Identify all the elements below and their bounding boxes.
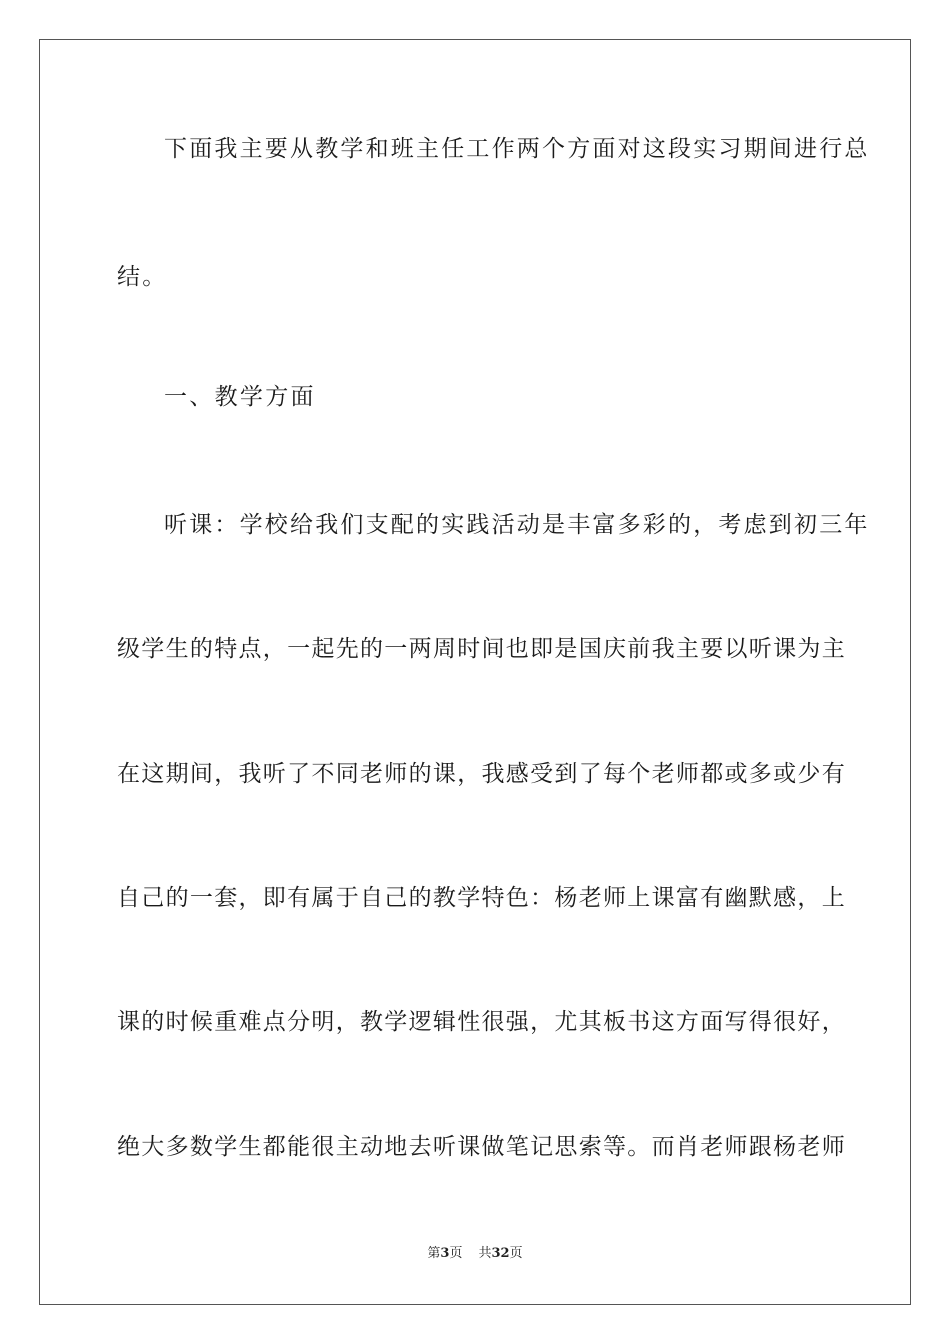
total-label-suffix: 页 xyxy=(509,1246,523,1261)
section-heading: 一、教学方面 xyxy=(164,384,316,410)
paragraph-line-1: 下面我主要从教学和班主任工作两个方面对这段实习期间进行总 xyxy=(164,136,870,162)
page-label-suffix: 页 xyxy=(449,1246,463,1261)
paragraph-line-5: 在这期间，我听了不同老师的课，我感受到了每个老师都或多或少有 xyxy=(117,761,846,787)
page-number: 3 xyxy=(440,1246,450,1261)
page-border xyxy=(39,39,911,1305)
paragraph-line-8: 绝大多数学生都能很主动地去听课做笔记思索等。而肖老师跟杨老师 xyxy=(117,1134,846,1160)
paragraph-line-7: 课的时候重难点分明，教学逻辑性很强，尤其板书这方面写得很好， xyxy=(117,1009,846,1035)
total-label-prefix: 共 xyxy=(478,1246,492,1261)
paragraph-line-6: 自己的一套，即有属于自己的教学特色：杨老师上课富有幽默感，上 xyxy=(117,885,846,911)
total-pages: 32 xyxy=(491,1246,510,1261)
paragraph-line-3: 听课：学校给我们支配的实践活动是丰富多彩的，考虑到初三年 xyxy=(164,512,870,538)
page-footer xyxy=(0,1245,950,1263)
page-label-prefix: 第 xyxy=(427,1246,441,1261)
paragraph-line-2: 结。 xyxy=(117,264,168,290)
paragraph-line-4: 级学生的特点，一起先的一两周时间也即是国庆前我主要以听课为主 xyxy=(117,636,846,662)
